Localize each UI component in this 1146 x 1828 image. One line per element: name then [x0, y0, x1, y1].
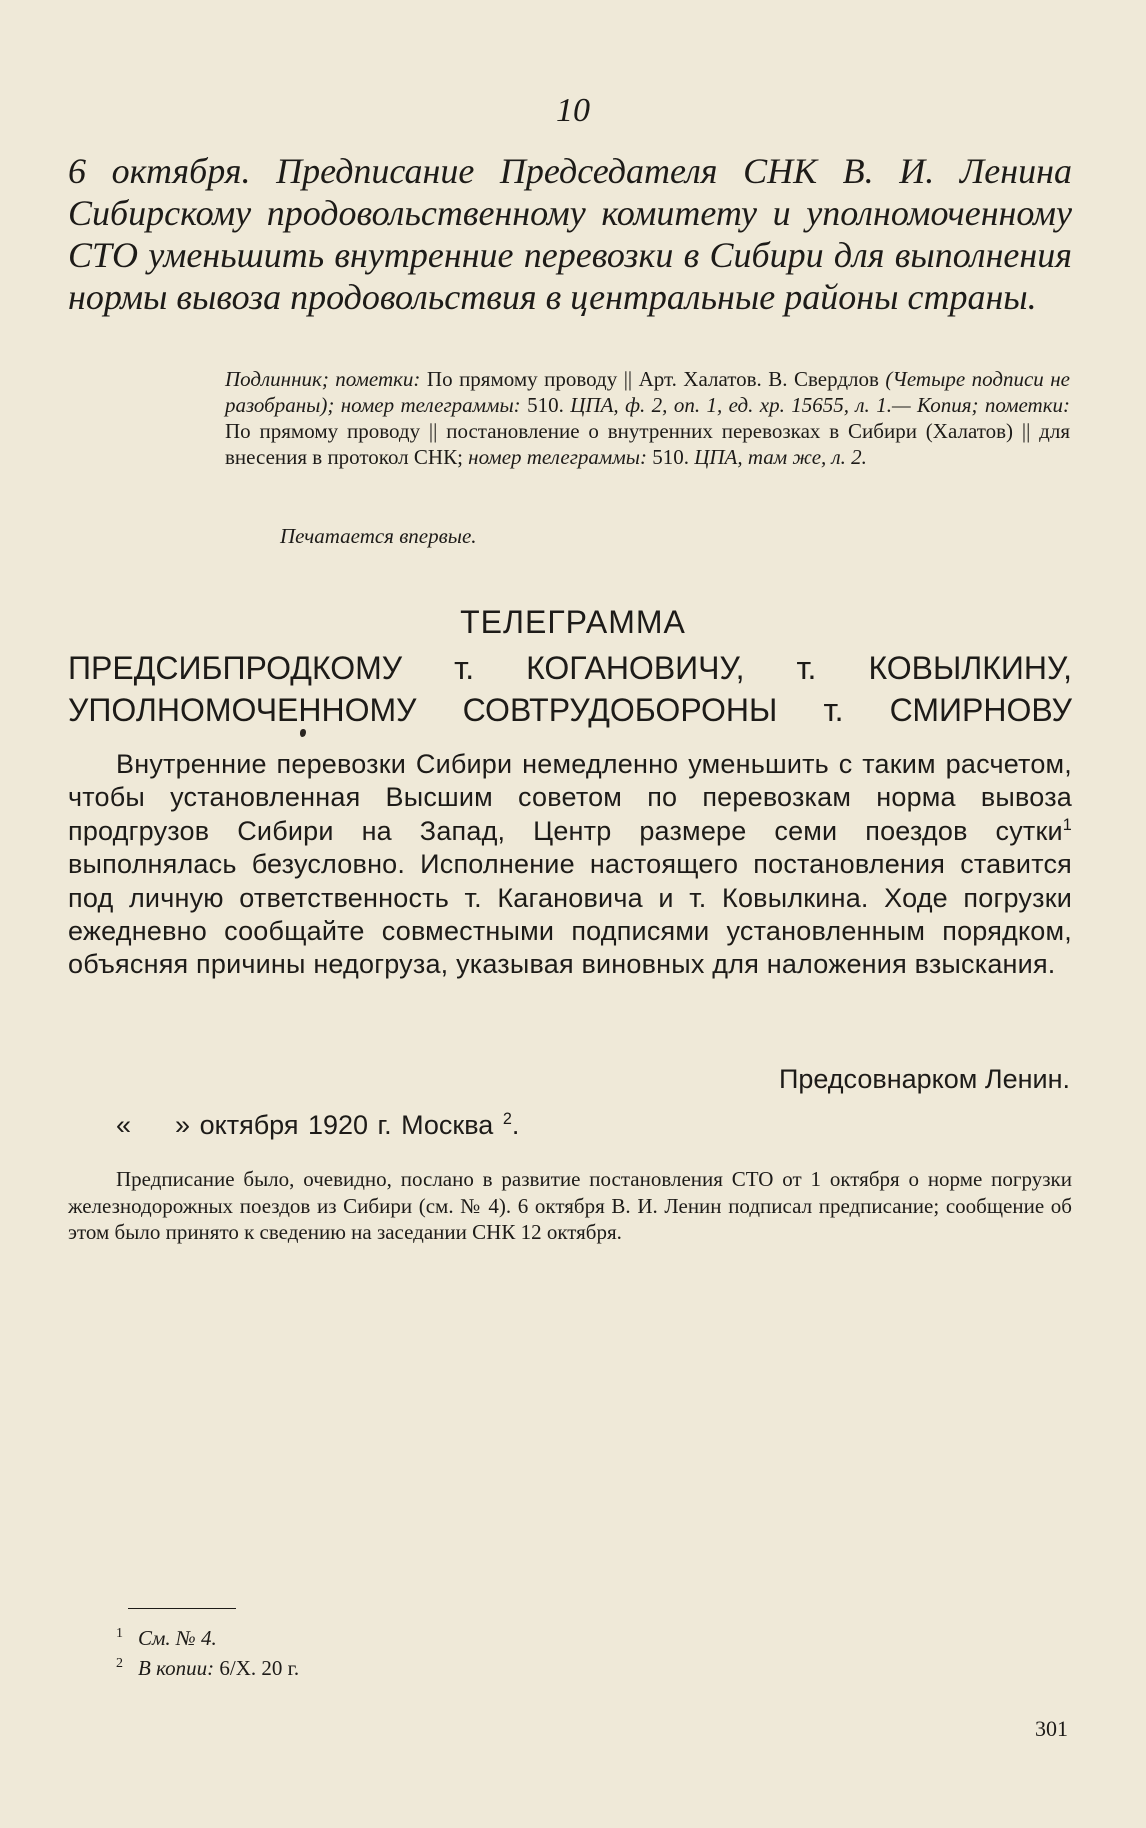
sources-part: По прямому проводу || Арт. Халатов. В. Свердлов	[426, 367, 886, 391]
footnote-ref-2: 2	[502, 1110, 512, 1128]
footnote-2: 2 В копии: 6/X. 20 г.	[116, 1656, 300, 1680]
footnote-rest: 6/X. 20 г.	[219, 1656, 300, 1680]
signature: Предсовнарком Ленин.	[778, 1064, 1070, 1094]
footnote-ref-1: 1	[1062, 815, 1072, 834]
date-text: октября 1920 г. Москва	[199, 1110, 494, 1140]
footnote-italic: См. № 4.	[138, 1626, 217, 1650]
ink-speck	[300, 729, 306, 737]
printed-first-note: Печатается впервые.	[280, 524, 477, 548]
sources-part: 510.	[652, 445, 695, 469]
sources-part: номер телеграммы:	[468, 445, 653, 469]
telegram-title: ТЕЛЕГРАММА	[460, 604, 686, 640]
footnote-divider	[128, 1608, 236, 1609]
sources-part: По прямому проводу || постановление о внутренних перевозках в Сибири (Халатов) || для внесения в протокол СНК;	[225, 419, 1070, 469]
sources-part: (Четыре подписи не разобраны); номер телеграммы:	[225, 367, 1071, 417]
sources-part: Подлинник; пометки:	[225, 367, 427, 391]
footnote-italic: В копии:	[138, 1656, 220, 1680]
date-end: .	[511, 1110, 520, 1140]
sources-part: ЦПА, ф. 2, оп. 1, ед. хр. 15655, л. 1.— Копия; пометки:	[570, 393, 1071, 417]
footnote-1: 1 См. № 4.	[116, 1626, 217, 1650]
date-open-quote: «	[116, 1110, 132, 1140]
addressee-line-1: ПРЕДСИБПРОДКОМУ т. КОГАНОВИЧУ, т. КОВЫЛКИНУ,	[68, 650, 1072, 686]
addressee-line-2: УПОЛНОМОЧЕННОМУ СОВТРУДОБОРОНЫ т. СМИРНОВУ	[68, 692, 1072, 728]
document-number: 10	[556, 92, 590, 129]
sources-part: 510.	[527, 393, 571, 417]
body-text-part: выполнялась безусловно. Исполнение настоящего постановления ставится под личную ответственность т. Кагановича и т. Ковылкина. Ходе погрузки ежедневно сообщайте совместными подписями установленным порядком, объясняя причины недогруза, указывая виновных для наложения взыскания.	[68, 849, 1072, 980]
editorial-note: Предписание было, очевидно, послано в развитие постановления СТО от 1 октября о норме погрузки железнодорожных поездов из Сибири (см. № 4). 6 октября В. И. Ленин подписал предписание; сообщение об этом было принято к сведению на заседании СНК 12 октября.	[68, 1167, 1072, 1244]
date-close-quote: »	[175, 1110, 191, 1140]
date-line	[116, 1110, 519, 1141]
archival-sources	[225, 366, 1070, 470]
page-number: 301	[1035, 1716, 1068, 1741]
document-heading: 6 октября. Предписание Председателя СНК В. И. Ленина Сибирскому продовольственному комитету и уполномоченному СТО уменьшить внутренние перевозки в Сибири для выполнения нормы вывоза продовольствия в центральные районы страны.	[68, 151, 1072, 317]
body-text-part: Внутренние перевозки Сибири немедленно уменьшить с таким расчетом, чтобы установленная Высшим советом по перевозкам норма вывоза продгрузов Сибири на Запад, Центр размере семи поездов сутки	[68, 749, 1072, 846]
telegram-body	[68, 748, 1072, 982]
sources-part: ЦПА, там же, л. 2.	[694, 445, 867, 469]
